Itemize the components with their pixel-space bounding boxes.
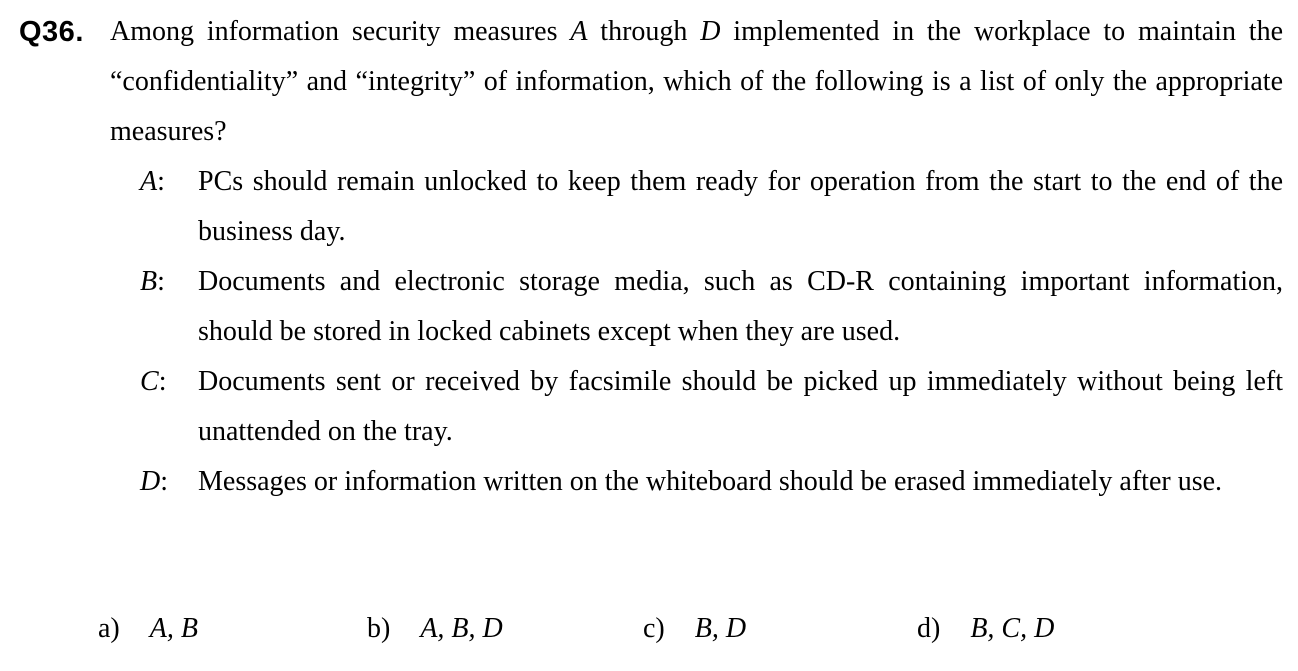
answer-option-d[interactable] [917, 604, 1054, 654]
option-label-b: b) [367, 613, 391, 644]
option-value-b: A, B, D [420, 613, 503, 644]
measure-letter-b: B [140, 266, 158, 297]
measure-letter-d: D [140, 466, 161, 497]
measure-text-d: Messages or information written on the whiteboard should be erased immediately after use. [198, 466, 1223, 497]
measure-ref-d: D [700, 16, 721, 47]
measure-text-c: Documents sent or received by facsimile should be picked up immediately without being left unattended on the tray. [198, 366, 1283, 447]
option-label-c: c) [643, 613, 665, 644]
measure-label-b [110, 257, 198, 357]
measure-text-a: PCs should remain unlocked to keep them ready for operation from the start to the end of the business day. [198, 166, 1283, 247]
label-colon: : [157, 166, 165, 197]
measure-item-a [110, 157, 1283, 257]
answer-option-c[interactable] [643, 604, 746, 654]
question-intro [110, 7, 1283, 157]
label-colon: : [160, 466, 169, 497]
answer-options-row [0, 604, 1298, 664]
option-value-d: B, C, D [970, 613, 1055, 644]
measure-label-d [110, 457, 198, 507]
measure-label-c [110, 357, 198, 457]
answer-option-a[interactable] [98, 604, 198, 654]
measure-item-b [110, 257, 1283, 357]
measure-item-c [110, 357, 1283, 457]
intro-text-2: through [587, 16, 701, 47]
question-number: Q36. [19, 16, 84, 48]
measure-label-a [110, 157, 198, 257]
measure-letter-c: C [140, 366, 159, 397]
measure-ref-a: A [570, 16, 588, 47]
measure-item-d [110, 457, 1283, 507]
question-body [110, 7, 1283, 507]
option-label-d: d) [917, 613, 941, 644]
option-label-a: a) [98, 613, 120, 644]
option-value-c: B, D [694, 613, 747, 644]
option-value-a: A, B [149, 613, 198, 644]
label-colon: : [158, 366, 167, 397]
answer-option-b[interactable] [367, 604, 503, 654]
intro-text-1: Among information security measures [110, 16, 571, 47]
measure-text-b: Documents and electronic storage media, such as CD-R containing important information, should be stored in locked cabinets except when they are used. [198, 266, 1283, 347]
label-colon: : [157, 266, 165, 297]
measure-letter-a: A [140, 166, 158, 197]
intro-text-3: implemented in the workplace to maintain the “confidentiality” and “integrity” of information, which of the following is a list of only the appropriate measures? [110, 16, 1283, 147]
